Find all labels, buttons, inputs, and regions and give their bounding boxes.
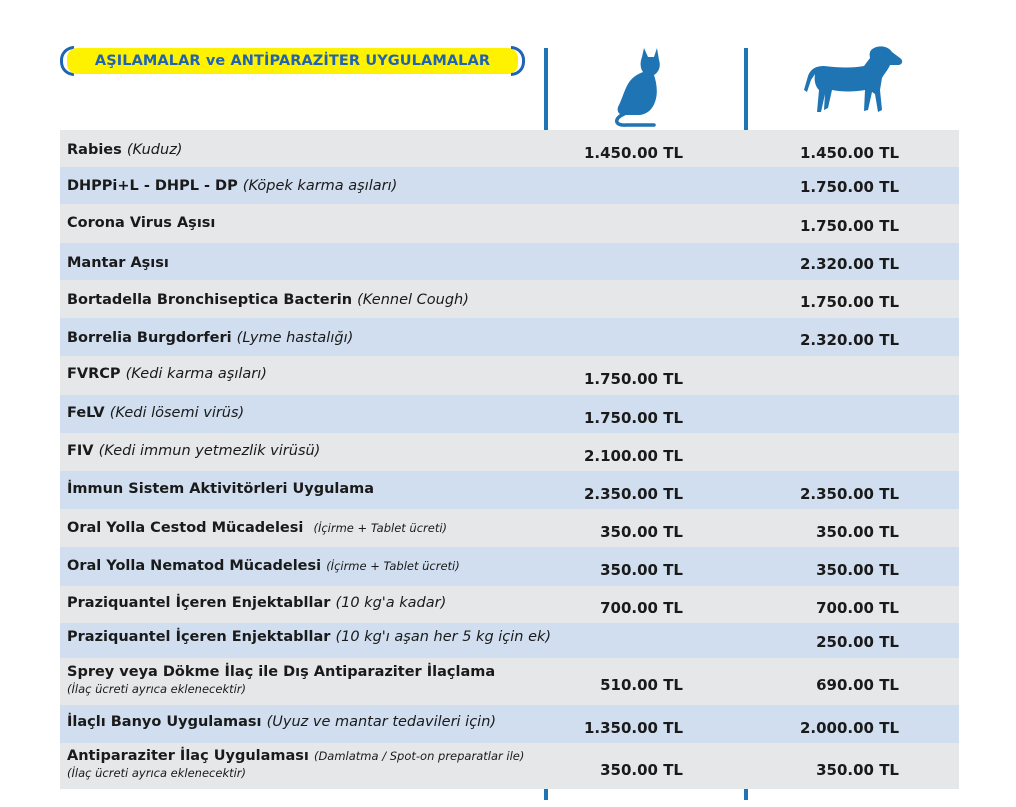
row-service	[67, 558, 460, 574]
service-name: Oral Yolla Cestod Mücadelesi	[67, 520, 304, 536]
service-description: (Lyme hastalığı)	[236, 330, 354, 346]
service-name: Oral Yolla Nematod Mücadelesi	[67, 558, 322, 574]
price-dog: 1.750.00 TL	[799, 178, 899, 196]
service-name: FVRCP	[67, 366, 121, 382]
title-background	[67, 48, 518, 74]
table-row	[60, 509, 959, 547]
service-name: Borrelia Burgdorferi	[67, 330, 232, 346]
row-service	[67, 178, 397, 194]
price-dog: 350.00 TL	[816, 561, 899, 579]
row-service	[67, 405, 244, 421]
row-service	[67, 255, 169, 271]
service-name: DHPPi+L - DHPL - DP	[67, 178, 238, 194]
row-service	[67, 629, 551, 645]
service-description: (Kedi immun yetmezlik virüsü)	[98, 443, 321, 459]
section-title: AŞILAMALAR ve ANTİPARAZİTER UYGULAMALAR	[94, 53, 491, 69]
row-service	[67, 330, 353, 346]
service-name: FeLV	[67, 405, 105, 421]
table-row	[60, 167, 959, 204]
service-name: Praziquantel İçeren Enjektabllar	[67, 595, 331, 611]
price-cat: 1.750.00 TL	[583, 370, 683, 388]
price-dog: 690.00 TL	[816, 676, 899, 694]
table-row	[60, 130, 959, 167]
row-service	[67, 714, 496, 730]
price-dog: 350.00 TL	[816, 523, 899, 541]
price-dog: 2.350.00 TL	[799, 485, 899, 503]
price-dog: 2.320.00 TL	[799, 331, 899, 349]
price-dog: 1.750.00 TL	[799, 217, 899, 235]
row-service	[67, 481, 374, 497]
service-description: (10 kg'a kadar)	[335, 595, 447, 611]
table-row	[60, 586, 959, 623]
service-description: (Kennel Cough)	[357, 292, 469, 308]
price-dog: 250.00 TL	[816, 633, 899, 651]
price-dog: 350.00 TL	[816, 761, 899, 779]
table-row	[60, 547, 959, 586]
service-description: (Damlatma / Spot-on preparatlar ile)	[313, 749, 525, 763]
price-cat: 2.350.00 TL	[583, 485, 683, 503]
title-bracket-right	[511, 46, 525, 76]
table-row	[60, 243, 959, 280]
service-name: İmmun Sistem Aktivitörleri Uygulama	[67, 481, 375, 497]
row-service	[67, 215, 215, 231]
table-row	[60, 705, 959, 743]
price-dog: 2.000.00 TL	[799, 719, 899, 737]
section-title-badge	[60, 46, 525, 76]
service-note: (İlaç ücreti ayrıca eklenecektir)	[67, 682, 247, 696]
price-dog: 700.00 TL	[816, 599, 899, 617]
service-description: (Kedi karma aşıları)	[125, 366, 267, 382]
service-description: (Kuduz)	[126, 142, 183, 158]
table-row	[60, 433, 959, 471]
price-cat: 2.100.00 TL	[583, 447, 683, 465]
service-name: Praziquantel İçeren Enjektabllar	[67, 629, 331, 645]
service-description: (İçirme + Tablet ücreti)	[313, 521, 448, 535]
table-row	[60, 356, 959, 395]
row-service	[67, 595, 446, 611]
price-cat: 1.350.00 TL	[583, 719, 683, 737]
row-service	[67, 748, 524, 780]
row-service	[67, 664, 495, 696]
service-description: (10 kg'ı aşan her 5 kg için ek)	[335, 629, 552, 645]
service-description: (Köpek karma aşıları)	[242, 178, 398, 194]
service-description: (Uyuz ve mantar tedavileri için)	[266, 714, 497, 730]
price-cat: 700.00 TL	[600, 599, 683, 617]
table-row	[60, 204, 959, 243]
service-name: Rabies	[67, 142, 122, 158]
price-dog: 1.750.00 TL	[799, 293, 899, 311]
table-row	[60, 743, 959, 789]
service-name: Mantar Aşısı	[67, 255, 169, 271]
price-cat: 1.450.00 TL	[583, 144, 683, 162]
price-dog: 2.320.00 TL	[799, 255, 899, 273]
service-name: Sprey veya Dökme İlaç ile Dış Antiparaziter İlaçlama	[67, 664, 496, 680]
row-service	[67, 366, 267, 382]
row-service	[67, 292, 469, 308]
service-name: Corona Virus Aşısı	[67, 215, 216, 231]
price-table	[60, 130, 959, 789]
table-row	[60, 623, 959, 658]
price-cat: 350.00 TL	[600, 761, 683, 779]
table-row	[60, 658, 959, 705]
price-cat: 350.00 TL	[600, 561, 683, 579]
price-cat: 510.00 TL	[600, 676, 683, 694]
price-cat: 1.750.00 TL	[583, 409, 683, 427]
row-service	[67, 443, 320, 459]
service-name: Bortadella Bronchiseptica Bacterin	[67, 292, 353, 308]
service-description: (İçirme + Tablet ücreti)	[326, 559, 460, 573]
row-service	[67, 520, 447, 536]
service-description: (Kedi lösemi virüs)	[109, 405, 245, 421]
table-row	[60, 318, 959, 356]
service-name: Antiparaziter İlaç Uygulaması	[67, 748, 309, 764]
price-cat: 350.00 TL	[600, 523, 683, 541]
price-dog: 1.450.00 TL	[799, 144, 899, 162]
row-service	[67, 142, 182, 158]
table-row	[60, 395, 959, 433]
dog-silhouette-icon	[802, 44, 906, 120]
service-name: FIV	[67, 443, 94, 459]
cat-silhouette-icon	[610, 44, 664, 128]
service-note: (İlaç ücreti ayrıca eklenecektir)	[67, 766, 247, 780]
service-name: İlaçlı Banyo Uygulaması	[67, 714, 262, 730]
table-row	[60, 280, 959, 318]
table-row	[60, 471, 959, 509]
